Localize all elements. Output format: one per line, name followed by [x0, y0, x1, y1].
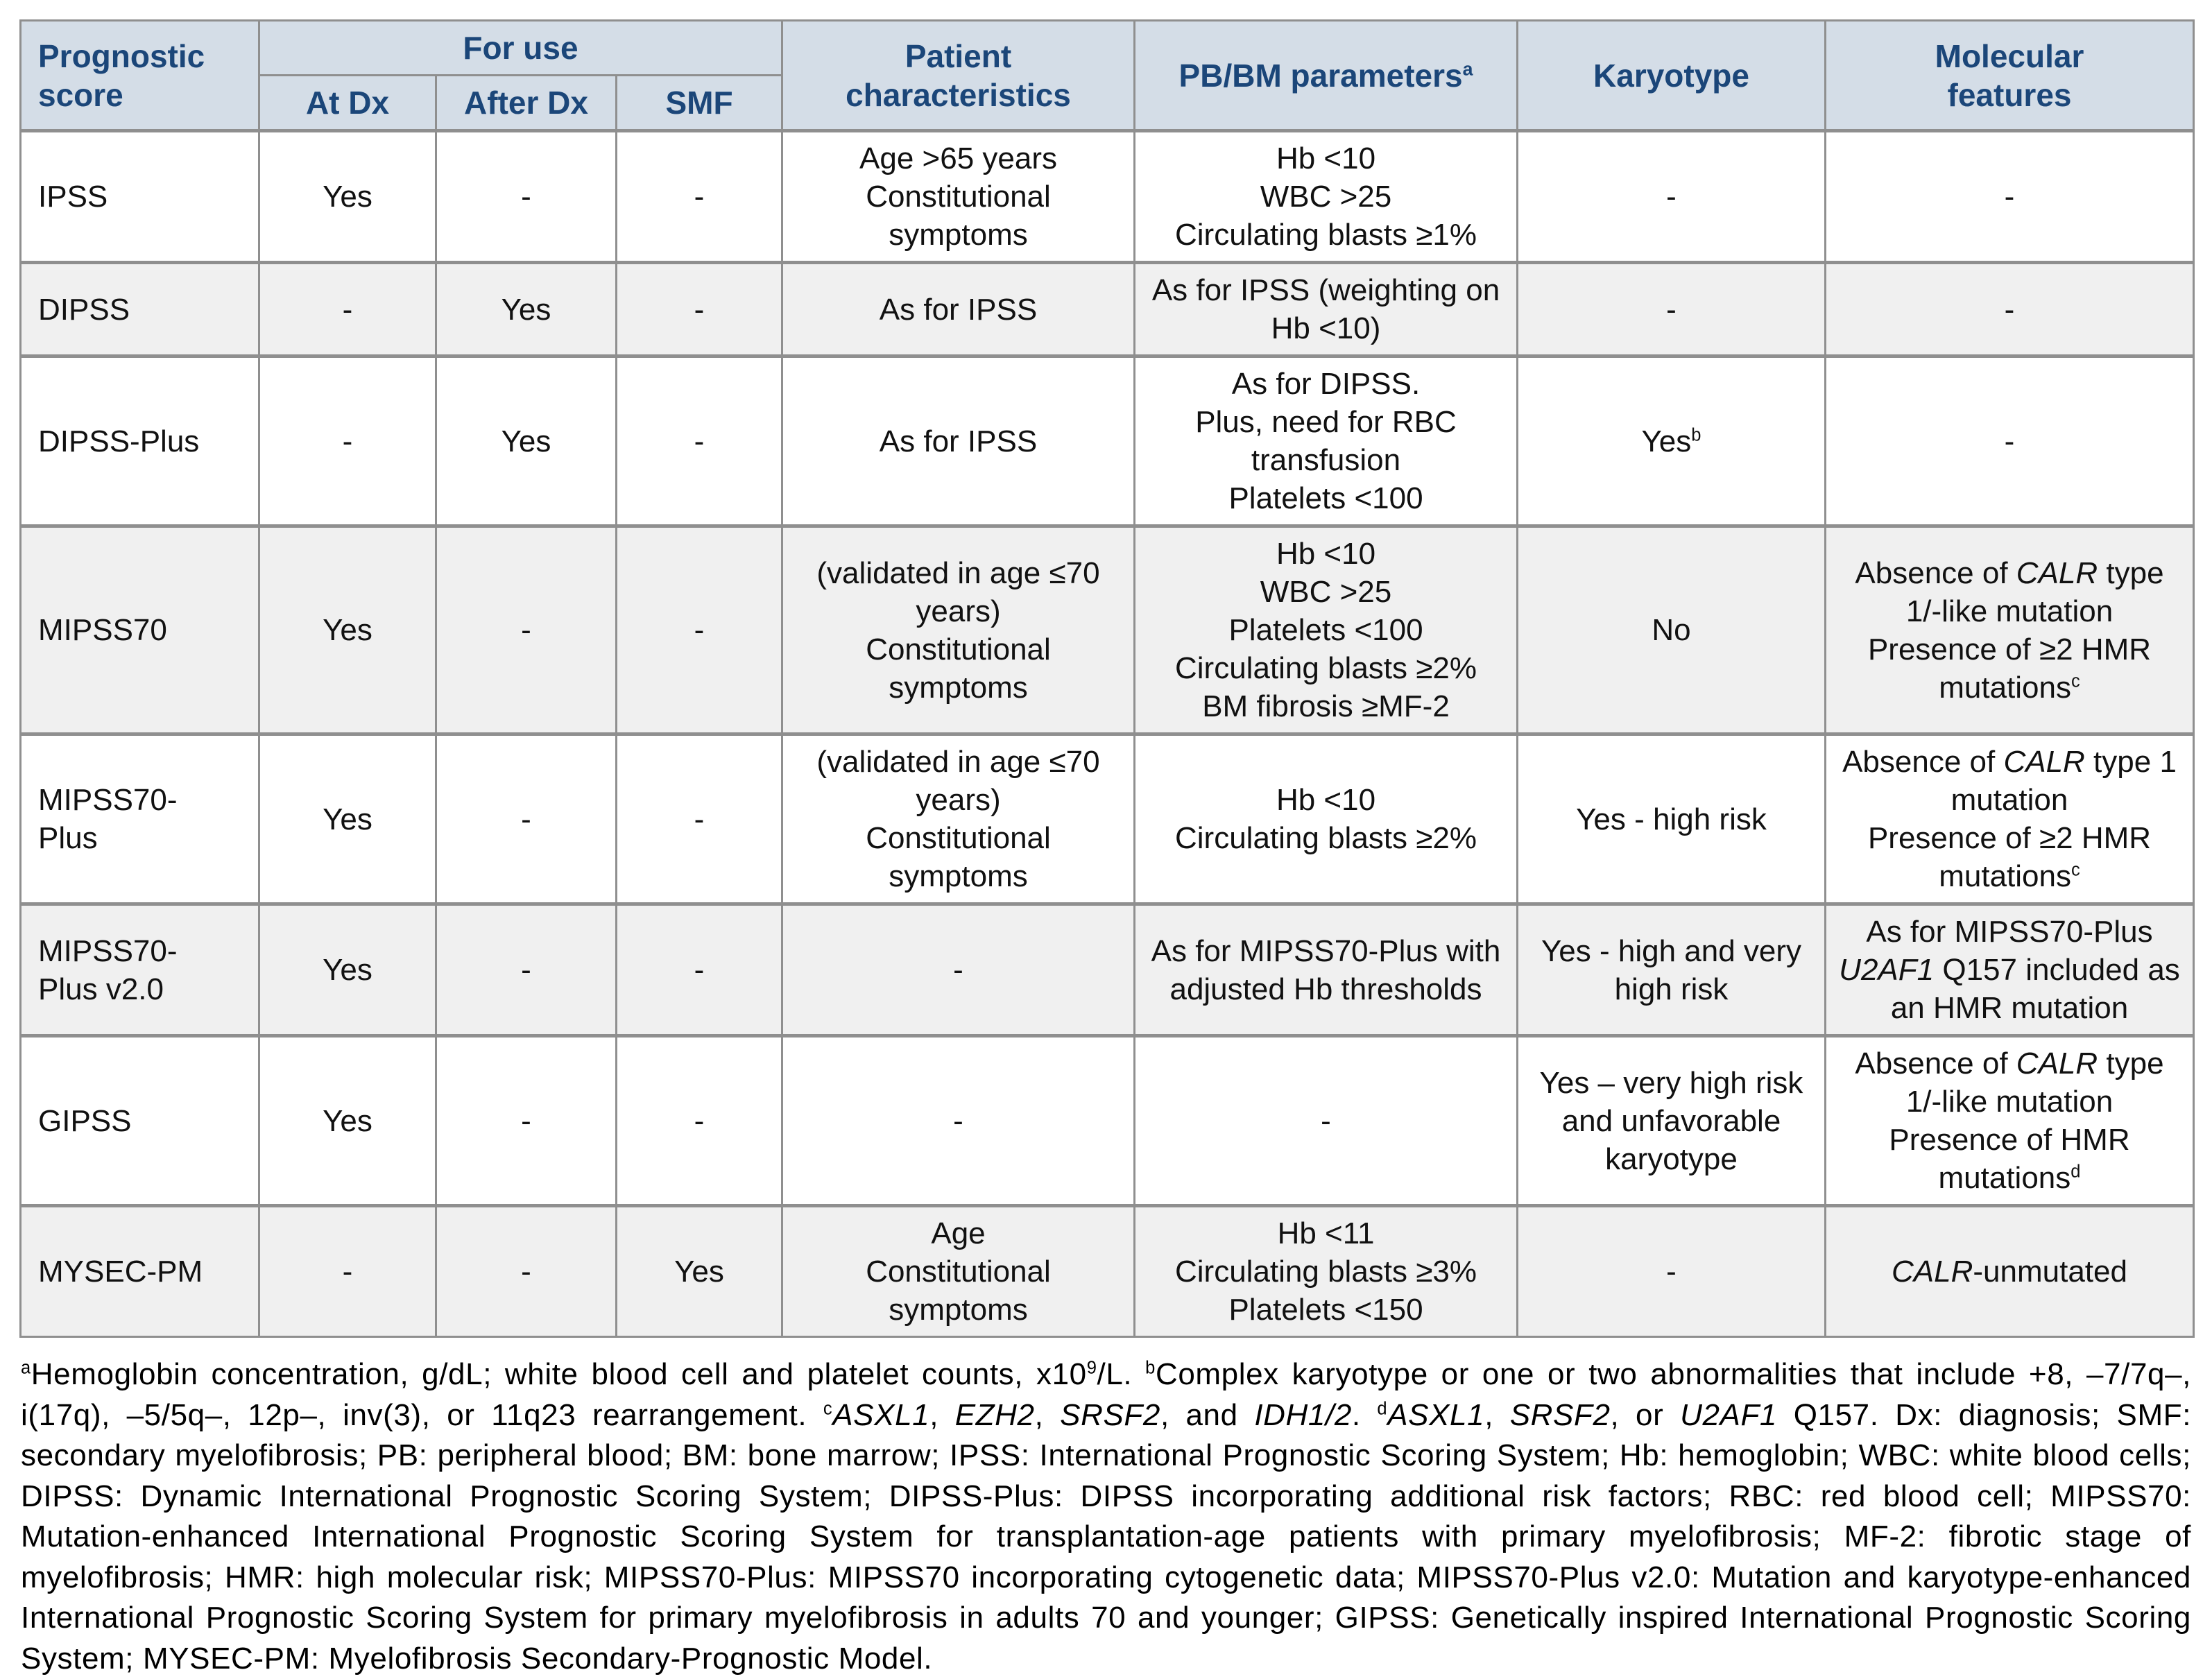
- cell-patient-characteristics: As for IPSS: [782, 263, 1135, 356]
- cell-patient-characteristics: -: [782, 904, 1135, 1036]
- header-for-use: For use: [259, 21, 782, 76]
- cell-smf: -: [617, 131, 782, 263]
- cell-molecular-features: -: [1826, 356, 2194, 526]
- cell-smf: -: [617, 526, 782, 734]
- cell-pbbm-parameters: -: [1135, 1036, 1518, 1206]
- cell-at-dx: Yes: [259, 526, 436, 734]
- cell-patient-characteristics: (validated in age ≤70 years) Constitutional symptoms: [782, 734, 1135, 904]
- cell-after-dx: Yes: [436, 263, 617, 356]
- cell-at-dx: -: [259, 263, 436, 356]
- table-row-mipss70-plus: [21, 734, 2194, 904]
- cell-karyotype: Yes - high and very high risk: [1518, 904, 1826, 1036]
- table-row-ipss: [21, 131, 2194, 263]
- cell-score: DIPSS: [21, 263, 259, 356]
- table-row-dipss-plus: [21, 356, 2194, 526]
- cell-karyotype: Yes - high risk: [1518, 734, 1826, 904]
- header-after-dx: After Dx: [436, 76, 617, 131]
- header-prognostic-score: Prognostic score: [21, 21, 259, 131]
- cell-karyotype: -: [1518, 263, 1826, 356]
- cell-at-dx: Yes: [259, 131, 436, 263]
- cell-after-dx: -: [436, 526, 617, 734]
- cell-pbbm-parameters: As for IPSS (weighting on Hb <10): [1135, 263, 1518, 356]
- cell-after-dx: -: [436, 1206, 617, 1337]
- cell-score: MIPSS70- Plus v2.0: [21, 904, 259, 1036]
- cell-at-dx: -: [259, 356, 436, 526]
- cell-at-dx: Yes: [259, 734, 436, 904]
- cell-smf: -: [617, 263, 782, 356]
- cell-after-dx: -: [436, 131, 617, 263]
- cell-smf: -: [617, 904, 782, 1036]
- cell-smf: -: [617, 734, 782, 904]
- cell-patient-characteristics: Age >65 years Constitutional symptoms: [782, 131, 1135, 263]
- cell-karyotype: Yes$^b$: [1518, 356, 1826, 526]
- cell-at-dx: Yes: [259, 904, 436, 1036]
- cell-patient-characteristics: (validated in age ≤70 years) Constitutional symptoms: [782, 526, 1135, 734]
- cell-pbbm-parameters: Hb <11 Circulating blasts ≥3% Platelets <150: [1135, 1206, 1518, 1337]
- cell-molecular-features: -: [1826, 263, 2194, 356]
- header-at-dx: At Dx: [259, 76, 436, 131]
- header-molecular-features: Molecular features: [1826, 21, 2194, 131]
- header-row-top: [21, 21, 2194, 76]
- header-pbbm-parameters: PB/BM parameters$^a$: [1135, 21, 1518, 131]
- cell-molecular-features: Absence of CALR type 1/-like mutation Presence of ≥2 HMR mutations$^c$: [1826, 526, 2194, 734]
- header-karyotype: Karyotype: [1518, 21, 1826, 131]
- cell-score: DIPSS-Plus: [21, 356, 259, 526]
- prognostic-scores-table: [19, 19, 2195, 1338]
- cell-pbbm-parameters: As for MIPSS70-Plus with adjusted Hb thresholds: [1135, 904, 1518, 1036]
- cell-pbbm-parameters: As for DIPSS. Plus, need for RBC transfusion Platelets <100: [1135, 356, 1518, 526]
- cell-smf: -: [617, 356, 782, 526]
- header-patient-characteristics: Patient characteristics: [782, 21, 1135, 131]
- cell-score: MIPSS70: [21, 526, 259, 734]
- cell-smf: -: [617, 1036, 782, 1206]
- cell-molecular-features: -: [1826, 131, 2194, 263]
- cell-score: MIPSS70- Plus: [21, 734, 259, 904]
- cell-molecular-features: Absence of CALR type 1 mutation Presence of ≥2 HMR mutations$^c$: [1826, 734, 2194, 904]
- cell-after-dx: -: [436, 1036, 617, 1206]
- cell-pbbm-parameters: Hb <10 WBC >25 Circulating blasts ≥1%: [1135, 131, 1518, 263]
- table-row-mipss70-plus-v2: [21, 904, 2194, 1036]
- table-row-mipss70: [21, 526, 2194, 734]
- cell-score: GIPSS: [21, 1036, 259, 1206]
- cell-smf: Yes: [617, 1206, 782, 1337]
- cell-karyotype: No: [1518, 526, 1826, 734]
- cell-score: IPSS: [21, 131, 259, 263]
- table-header: [21, 21, 2194, 131]
- cell-at-dx: -: [259, 1206, 436, 1337]
- table-footnote: $^a$Hemoglobin concentration, g/dL; white blood cell and platelet counts, $x10^9/L$. $^b$Complex karyotype or one or two abnormalities that include +8, –7/7q–, i(17q), –5/5q–, 12p–, inv(3), or 11q23 rearrangement. $^c$ASXL1, EZH2, SRSF2, and IDH1/2. $^d$ASXL1, SRSF2, or U2AF1 Q157. Dx: diagnosis; SMF: secondary myelofibrosis; PB: peripheral blood; BM: bone marrow; IPSS: International Prognostic Scoring System; Hb: hemoglobin; WBC: white blood cells; DIPSS: Dynamic International Prognostic Scoring System; DIPSS-Plus: DIPSS incorporating additional risk factors; RBC: red blood cell; MIPSS70: Mutation-enhanced International Prognostic Scoring System for transplantation-age patients with primary myelofibrosis; MF-2: fibrotic stage of myelofibrosis; HMR: high molecular risk; MIPSS70-Plus: MIPSS70 incorporating cytogenetic data; MIPSS70-Plus v2.0: Mutation and karyotype-enhanced International Prognostic Scoring System for primary myelofibrosis in adults 70 and younger; GIPSS: Genetically inspired International Prognostic Scoring System; MYSEC-PM: Myelofibrosis Secondary-Prognostic Model.: [21, 1357, 2192, 1676]
- cell-patient-characteristics: -: [782, 1036, 1135, 1206]
- cell-pbbm-parameters: Hb <10 Circulating blasts ≥2%: [1135, 734, 1518, 904]
- header-smf: SMF: [617, 76, 782, 131]
- cell-molecular-features: Absence of CALR type 1/-like mutation Presence of HMR mutations$^d$: [1826, 1036, 2194, 1206]
- cell-karyotype: -: [1518, 131, 1826, 263]
- cell-after-dx: -: [436, 904, 617, 1036]
- cell-after-dx: -: [436, 734, 617, 904]
- cell-at-dx: Yes: [259, 1036, 436, 1206]
- table-row-gipss: [21, 1036, 2194, 1206]
- cell-score: MYSEC-PM: [21, 1206, 259, 1337]
- cell-karyotype: Yes – very high risk and unfavorable karyotype: [1518, 1036, 1826, 1206]
- table-body: [21, 131, 2194, 1337]
- cell-karyotype: -: [1518, 1206, 1826, 1337]
- table-row-dipss: [21, 263, 2194, 356]
- cell-after-dx: Yes: [436, 356, 617, 526]
- cell-molecular-features: As for MIPSS70-Plus U2AF1 Q157 included as an HMR mutation: [1826, 904, 2194, 1036]
- cell-patient-characteristics: Age Constitutional symptoms: [782, 1206, 1135, 1337]
- cell-molecular-features: CALR-unmutated: [1826, 1206, 2194, 1337]
- cell-patient-characteristics: As for IPSS: [782, 356, 1135, 526]
- cell-pbbm-parameters: Hb <10 WBC >25 Platelets <100 Circulating blasts ≥2% BM fibrosis ≥MF-2: [1135, 526, 1518, 734]
- table-row-mysec-pm: [21, 1206, 2194, 1337]
